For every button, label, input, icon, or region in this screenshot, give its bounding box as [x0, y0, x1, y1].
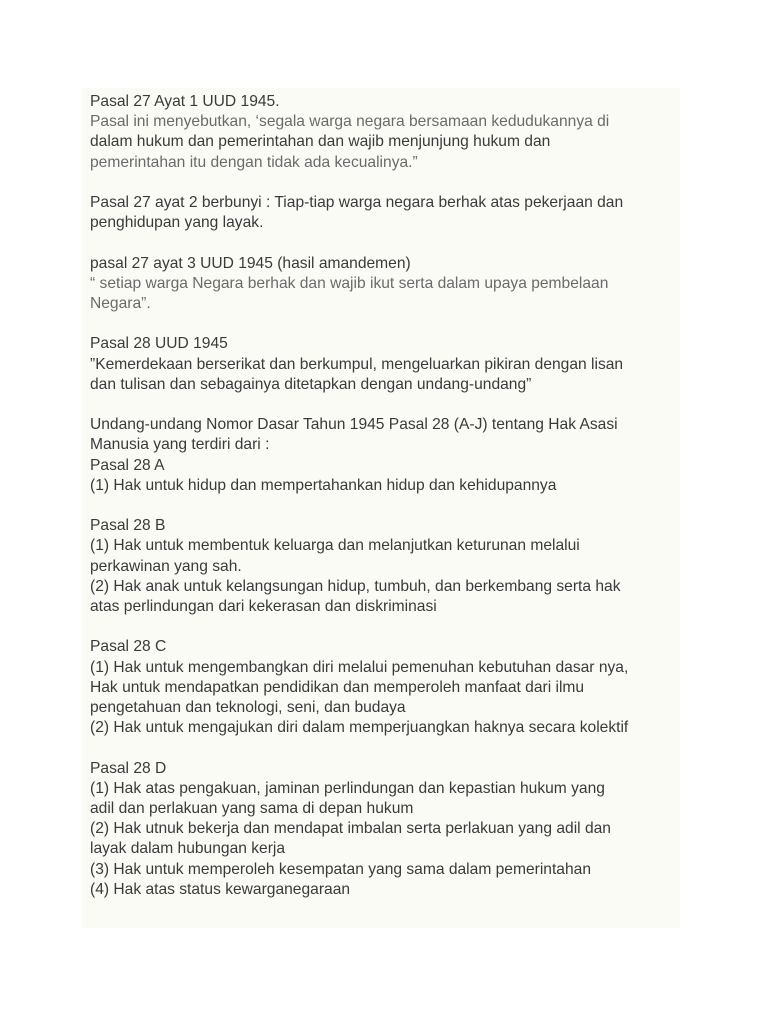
text-line: Manusia yang terdiri dari : [90, 436, 270, 454]
text-line: pasal 27 ayat 3 UUD 1945 (hasil amandemen) [90, 254, 411, 272]
paragraph [90, 254, 682, 315]
paragraph [90, 637, 682, 738]
text-line: (2) Hak untuk mengajukan diri dalam memperjuangkan haknya secara kolektif [90, 719, 629, 737]
text-line: layak dalam hubungan kerja [90, 840, 286, 858]
text-line: (1) Hak untuk mengembangkan diri melalui pemenuhan kebutuhan dasar nya, [90, 658, 629, 676]
text-line: Pasal 27 Ayat 1 UUD 1945. [90, 93, 280, 110]
paragraph [90, 415, 682, 496]
text-line: Pasal 27 ayat 2 berbunyi : Tiap-tiap warga negara berhak atas pekerjaan dan [90, 194, 624, 211]
document-page [82, 88, 680, 928]
text-line: Pasal ini menyebutkan, ‘segala warga negara bersamaan kedudukannya di [90, 113, 610, 131]
text-line: (1) Hak untuk hidup dan mempertahankan hidup dan kehidupannya [90, 476, 557, 494]
paragraph [90, 516, 682, 617]
text-line: (1) Hak untuk membentuk keluarga dan melanjutkan keturunan melalui [90, 537, 580, 555]
text-line: perkawinan yang sah. [90, 557, 242, 575]
text-line: dalam hukum dan pemerintahan dan wajib menjunjung hukum dan [90, 133, 551, 151]
text-line: Negara”. [90, 295, 151, 312]
text-line: Pasal 28 C [90, 638, 167, 656]
text-line: adil dan perlakuan yang sama di depan hukum [90, 800, 414, 817]
text-line: “ setiap warga Negara berhak dan wajib ikut serta dalam upaya pembelaan [90, 274, 609, 292]
text-line: Pasal 28 UUD 1945 [90, 335, 228, 353]
text-line: pengetahuan dan teknologi, seni, dan budaya [90, 699, 406, 716]
text-line: (4) Hak atas status kewarganegaraan [90, 880, 351, 898]
text-line: ”Kemerdekaan berserikat dan berkumpul, mengeluarkan pikiran dengan lisan [90, 355, 624, 373]
text-line: Pasal 28 D [90, 759, 167, 777]
text-line: atas perlindungan dari kekerasan dan diskriminasi [90, 598, 437, 615]
text-line: (2) Hak utnuk bekerja dan mendapat imbalan serta perlakuan yang adil dan [90, 820, 611, 838]
text-line: Undang-undang Nomor Dasar Tahun 1945 Pasal 28 (A-J) tentang Hak Asasi [90, 416, 618, 434]
paragraph [90, 759, 682, 900]
document-text [90, 92, 682, 920]
text-line: Hak untuk mendapatkan pendidikan dan memperoleh manfaat dari ilmu [90, 678, 585, 696]
text-line: pemerintahan itu dengan tidak ada kecualinya.” [90, 153, 418, 171]
text-line: (1) Hak atas pengakuan, jaminan perlindungan dan kepastian hukum yang [90, 779, 605, 797]
paragraph [90, 193, 682, 233]
paragraph [90, 334, 682, 395]
text-line: (2) Hak anak untuk kelangsungan hidup, tumbuh, dan berkembang serta hak [90, 577, 621, 595]
text-line: Pasal 28 B [90, 517, 166, 535]
text-line: dan tulisan dan sebagainya ditetapkan dengan undang-undang” [90, 375, 532, 393]
text-line: penghidupan yang layak. [90, 214, 264, 232]
text-line: (3) Hak untuk memperoleh kesempatan yang sama dalam pemerintahan [90, 860, 591, 878]
paragraph [90, 92, 682, 173]
text-line: Pasal 28 A [90, 456, 165, 474]
